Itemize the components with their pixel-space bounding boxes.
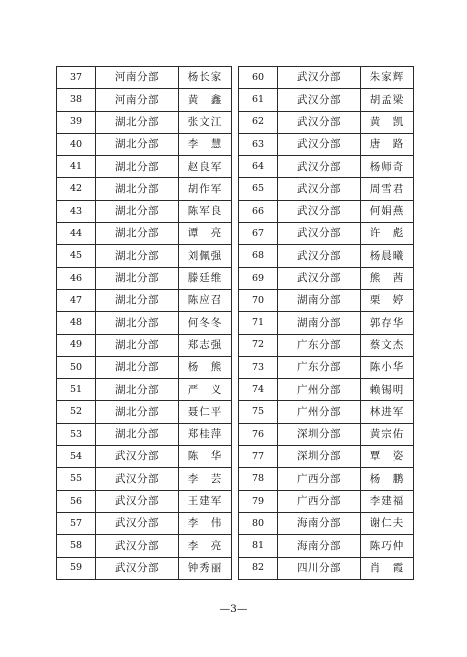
- row-number: 82: [239, 557, 278, 579]
- table-row: [57, 89, 232, 111]
- department-cell: 武汉分部: [278, 156, 361, 178]
- row-number: 72: [239, 334, 278, 356]
- row-number: 57: [57, 512, 96, 534]
- table-row: [239, 156, 414, 178]
- table-row: [239, 133, 414, 155]
- table-row: [57, 67, 232, 89]
- name-cell: 陈小华: [361, 356, 414, 378]
- row-number: 65: [239, 178, 278, 200]
- department-cell: 武汉分部: [278, 111, 361, 133]
- row-number: 69: [239, 267, 278, 289]
- row-number: 68: [239, 245, 278, 267]
- row-number: 47: [57, 289, 96, 311]
- table-row: [57, 200, 232, 222]
- department-cell: 武汉分部: [96, 512, 179, 534]
- name-cell: 肖 霞: [361, 557, 414, 579]
- name-cell: 赖锡明: [361, 379, 414, 401]
- row-number: 74: [239, 379, 278, 401]
- department-cell: 武汉分部: [96, 490, 179, 512]
- name-cell: 何娟燕: [361, 200, 414, 222]
- name-cell: 陈应召: [179, 289, 232, 311]
- row-number: 77: [239, 446, 278, 468]
- table-row: [239, 111, 414, 133]
- name-cell: 蔡文杰: [361, 334, 414, 356]
- department-cell: 湖北分部: [96, 401, 179, 423]
- department-cell: 湖北分部: [96, 356, 179, 378]
- name-cell: 刘佩强: [179, 245, 232, 267]
- table-row: [57, 401, 232, 423]
- row-number: 79: [239, 490, 278, 512]
- name-cell: 李 慧: [179, 133, 232, 155]
- row-number: 59: [57, 557, 96, 579]
- table-row: [57, 423, 232, 445]
- name-cell: 黄 鑫: [179, 89, 232, 111]
- department-cell: 武汉分部: [278, 67, 361, 89]
- name-cell: 熊 茜: [361, 267, 414, 289]
- department-cell: 广东分部: [278, 356, 361, 378]
- row-number: 51: [57, 379, 96, 401]
- table-row: [57, 334, 232, 356]
- table-row: [239, 89, 414, 111]
- table-row: [57, 557, 232, 579]
- department-cell: 湖北分部: [96, 178, 179, 200]
- row-number: 54: [57, 446, 96, 468]
- table-row: [57, 267, 232, 289]
- name-cell: 李建福: [361, 490, 414, 512]
- row-number: 50: [57, 356, 96, 378]
- row-number: 43: [57, 200, 96, 222]
- name-cell: 胡作军: [179, 178, 232, 200]
- table-row: [57, 245, 232, 267]
- department-cell: 湖北分部: [96, 379, 179, 401]
- row-number: 48: [57, 312, 96, 334]
- table-row: [239, 245, 414, 267]
- department-cell: 武汉分部: [96, 468, 179, 490]
- row-number: 45: [57, 245, 96, 267]
- department-cell: 湖北分部: [96, 200, 179, 222]
- department-cell: 湖北分部: [96, 245, 179, 267]
- table-row: [239, 200, 414, 222]
- table-row: [239, 490, 414, 512]
- department-cell: 武汉分部: [278, 133, 361, 155]
- row-number: 46: [57, 267, 96, 289]
- department-cell: 湖北分部: [96, 223, 179, 245]
- department-cell: 深圳分部: [278, 446, 361, 468]
- department-cell: 武汉分部: [278, 223, 361, 245]
- department-cell: 湖北分部: [96, 312, 179, 334]
- row-number: 55: [57, 468, 96, 490]
- department-cell: 武汉分部: [278, 178, 361, 200]
- table-row: [239, 67, 414, 89]
- table-row: [57, 223, 232, 245]
- name-cell: 林进军: [361, 401, 414, 423]
- table-row: [239, 267, 414, 289]
- name-cell: 栗 婷: [361, 289, 414, 311]
- table-row: [239, 289, 414, 311]
- name-cell: 滕廷维: [179, 267, 232, 289]
- table-row: [57, 379, 232, 401]
- department-cell: 河南分部: [96, 89, 179, 111]
- table-row: [239, 178, 414, 200]
- department-cell: 湖北分部: [96, 111, 179, 133]
- table-row: [239, 512, 414, 534]
- table-row: [239, 356, 414, 378]
- name-cell: 李 芸: [179, 468, 232, 490]
- department-cell: 武汉分部: [278, 89, 361, 111]
- table-row: [239, 401, 414, 423]
- name-cell: 覃 姿: [361, 446, 414, 468]
- row-number: 81: [239, 535, 278, 557]
- department-cell: 湖南分部: [278, 289, 361, 311]
- table-row: [57, 490, 232, 512]
- row-number: 56: [57, 490, 96, 512]
- table-row: [57, 356, 232, 378]
- name-cell: 何冬冬: [179, 312, 232, 334]
- department-cell: 武汉分部: [278, 200, 361, 222]
- table-row: [57, 535, 232, 557]
- row-number: 42: [57, 178, 96, 200]
- name-cell: 张文江: [179, 111, 232, 133]
- table-row: [239, 446, 414, 468]
- name-cell: 郑桂萍: [179, 423, 232, 445]
- department-cell: 湖北分部: [96, 133, 179, 155]
- name-cell: 周雪君: [361, 178, 414, 200]
- name-cell: 黄 凯: [361, 111, 414, 133]
- department-cell: 海南分部: [278, 535, 361, 557]
- department-cell: 河南分部: [96, 67, 179, 89]
- row-number: 52: [57, 401, 96, 423]
- row-number: 41: [57, 156, 96, 178]
- department-cell: 广州分部: [278, 401, 361, 423]
- name-cell: 陈巧仲: [361, 535, 414, 557]
- roster-table-left: [56, 66, 232, 580]
- table-row: [239, 557, 414, 579]
- department-cell: 湖北分部: [96, 267, 179, 289]
- department-cell: 湖北分部: [96, 423, 179, 445]
- table-row: [239, 379, 414, 401]
- department-cell: 深圳分部: [278, 423, 361, 445]
- department-cell: 海南分部: [278, 512, 361, 534]
- table-row: [57, 312, 232, 334]
- name-cell: 郑志强: [179, 334, 232, 356]
- row-number: 71: [239, 312, 278, 334]
- table-row: [239, 223, 414, 245]
- name-cell: 朱家辉: [361, 67, 414, 89]
- row-number: 44: [57, 223, 96, 245]
- row-number: 39: [57, 111, 96, 133]
- name-cell: 胡孟梁: [361, 89, 414, 111]
- row-number: 60: [239, 67, 278, 89]
- name-cell: 钟秀丽: [179, 557, 232, 579]
- row-number: 58: [57, 535, 96, 557]
- name-cell: 李 亮: [179, 535, 232, 557]
- department-cell: 湖北分部: [96, 156, 179, 178]
- row-number: 62: [239, 111, 278, 133]
- roster-table-right: [238, 66, 414, 580]
- name-cell: 黄宗佑: [361, 423, 414, 445]
- row-number: 63: [239, 133, 278, 155]
- name-cell: 李 伟: [179, 512, 232, 534]
- row-number: 78: [239, 468, 278, 490]
- name-cell: 聂仁平: [179, 401, 232, 423]
- table-row: [239, 334, 414, 356]
- row-number: 75: [239, 401, 278, 423]
- department-cell: 武汉分部: [278, 267, 361, 289]
- name-cell: 杨 熊: [179, 356, 232, 378]
- table-row: [57, 512, 232, 534]
- row-number: 53: [57, 423, 96, 445]
- department-cell: 广州分部: [278, 379, 361, 401]
- department-cell: 武汉分部: [278, 245, 361, 267]
- row-number: 49: [57, 334, 96, 356]
- table-row: [57, 289, 232, 311]
- table-row: [239, 468, 414, 490]
- table-row: [57, 156, 232, 178]
- name-cell: 谢仁夫: [361, 512, 414, 534]
- name-cell: 陈 华: [179, 446, 232, 468]
- table-row: [57, 111, 232, 133]
- row-number: 38: [57, 89, 96, 111]
- table-row: [239, 535, 414, 557]
- name-cell: 陈军良: [179, 200, 232, 222]
- department-cell: 湖北分部: [96, 334, 179, 356]
- table-row: [57, 178, 232, 200]
- row-number: 66: [239, 200, 278, 222]
- name-cell: 严 义: [179, 379, 232, 401]
- roster-table-left-body: [57, 67, 232, 580]
- department-cell: 武汉分部: [96, 446, 179, 468]
- name-cell: 唐 路: [361, 133, 414, 155]
- department-cell: 武汉分部: [96, 535, 179, 557]
- row-number: 70: [239, 289, 278, 311]
- table-row: [57, 468, 232, 490]
- roster-table-right-body: [239, 67, 414, 580]
- name-cell: 谭 亮: [179, 223, 232, 245]
- department-cell: 四川分部: [278, 557, 361, 579]
- table-row: [239, 423, 414, 445]
- name-cell: 郭存华: [361, 312, 414, 334]
- row-number: 73: [239, 356, 278, 378]
- table-row: [57, 133, 232, 155]
- row-number: 76: [239, 423, 278, 445]
- name-cell: 杨 鹏: [361, 468, 414, 490]
- department-cell: 湖南分部: [278, 312, 361, 334]
- name-cell: 赵良军: [179, 156, 232, 178]
- row-number: 80: [239, 512, 278, 534]
- name-cell: 杨师奇: [361, 156, 414, 178]
- department-cell: 湖北分部: [96, 289, 179, 311]
- name-cell: 杨长家: [179, 67, 232, 89]
- page-number: —3—: [219, 603, 248, 615]
- row-number: 40: [57, 133, 96, 155]
- row-number: 61: [239, 89, 278, 111]
- department-cell: 广东分部: [278, 334, 361, 356]
- row-number: 64: [239, 156, 278, 178]
- row-number: 37: [57, 67, 96, 89]
- table-row: [57, 446, 232, 468]
- name-cell: 杨晨曦: [361, 245, 414, 267]
- department-cell: 广西分部: [278, 468, 361, 490]
- table-row: [239, 312, 414, 334]
- department-cell: 广西分部: [278, 490, 361, 512]
- name-cell: 王建军: [179, 490, 232, 512]
- department-cell: 武汉分部: [96, 557, 179, 579]
- name-cell: 许 彪: [361, 223, 414, 245]
- row-number: 67: [239, 223, 278, 245]
